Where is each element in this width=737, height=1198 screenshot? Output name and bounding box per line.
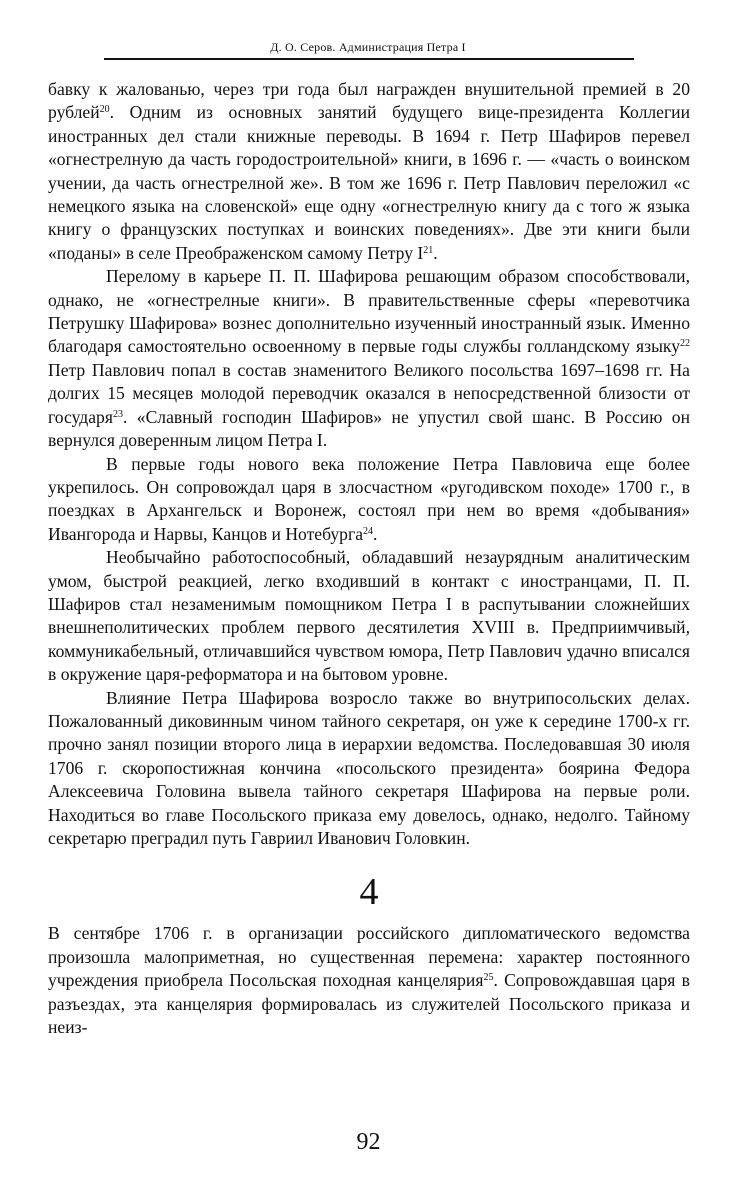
text-run: В сентябре 1706 г. в организации российского дипломатического ведомства произошла малоприметная, но существенная перемена: характер постоянного учреждения приобрела Посольская походная канцелярия — [48, 923, 690, 991]
paragraph-4 — [48, 546, 690, 686]
text-run: . Одним из основных занятий будущего вице-президента Коллегии иностранных дел стали книжные переводы. В 1694 г. Петр Шафиров перевел «огнестрелную да часть городостроительной» книги, в 1696 г. — «часть о воинском учении, да часть огнестрелной же». В том же 1696 г. Петр Павлович переложил «с немецкого языка на словенской» еще одну «огнестрелную книгу да с того ж языка книгу о французских поступках и воинских поведениях». Две эти книги были «поданы» в селе Преображенском самому Петру I — [48, 102, 690, 263]
header-rule — [104, 58, 634, 60]
page-number: 92 — [356, 1129, 381, 1155]
paragraph-2 — [48, 265, 690, 452]
text-run: В первые годы нового века положение Петра Павловича еще более укрепилось. Он сопровождал царя в злосчастном «ругодивском походе» 1700 г., в поездках в Архангельск и Воронеж, состоял при нем во время «добывания» Ивангорода и Нарвы, Канцов и Нотебурга — [48, 453, 690, 544]
footnote-ref-25[interactable]: 25 — [483, 972, 494, 984]
body-text — [48, 78, 690, 1039]
text-run: . — [373, 523, 378, 544]
footnote-ref-23[interactable]: 23 — [112, 408, 123, 420]
section-paragraph — [48, 922, 690, 1039]
footnote-ref-20[interactable]: 20 — [99, 104, 110, 116]
running-head: Д. О. Серов. Администрация Петра I — [270, 40, 466, 54]
text-run: бавку к жалованью, через три года был награжден внушительной премией в 20 рублей — [48, 79, 690, 123]
footnote-ref-24[interactable]: 24 — [363, 525, 374, 537]
text-run: . «Славный господин Шафиров» не упустил свой шанс. В Россию он вернулся доверенным лицом Петра I. — [48, 406, 690, 451]
section-number: 4 — [359, 871, 379, 914]
text-run: Перелому в карьере П. П. Шафирова решающим образом способствовали, однако, не «огнестрелные книги». В правительственные сферы «перевотчика Петрушку Шафирова» вознес дополнительно изученный иностранный язык. Именно благодаря самостоятельно освоенному в первые годы службы голландскому языку — [48, 266, 690, 357]
text-run: Петр Павлович попал в состав знаменитого Великого посольства 1697–1698 гг. На долгих 15 месяцев молодой переводчик оказался в непосредственной близости от государя — [48, 359, 690, 427]
footnote-ref-21[interactable]: 21 — [423, 244, 434, 256]
text-run: Необычайно работоспособный, обладавший незаурядным аналитическим умом, быстрой реакцией, легко входивший в контакт с иностранцами, П. П. Шафиров стал незаменимым помощником Петра I в распутывании сложнейших внешнеполитических проблем первого десятилетия XVIII в. Предприимчивый, коммуникабельный, отличавшийся чувством юмора, Петр Павлович удачно вписался в окружение царя-реформатора и на бытовом уровне. — [48, 547, 690, 685]
paragraph-3 — [48, 453, 690, 547]
text-run: . Сопровождавшая царя в разъездах, эта канцелярия формировалась из служителей Посольского приказа и неиз- — [48, 970, 690, 1038]
paragraph-1 — [48, 78, 690, 265]
text-run: Влияние Петра Шафирова возросло также во внутрипосольских делах. Пожалованный диковинным чином тайного секретаря, он уже к середине 1700-х гг. прочно занял позиции второго лица в иерархии ведомства. Последовавшая 30 июля 1706 г. скоропостижная кончина «посольского президента» боярина Федора Алексеевича Головина вывела тайного секретаря Шафирова на первые роли. Находиться во главе Посольского приказа ему довелось, однако, недолго. Тайному секретарю преградил путь Гавриил Иванович Головкин. — [48, 687, 690, 848]
paragraph-5 — [48, 687, 690, 851]
text-run: . — [433, 242, 438, 263]
footnote-ref-22[interactable]: 22 — [680, 338, 690, 350]
